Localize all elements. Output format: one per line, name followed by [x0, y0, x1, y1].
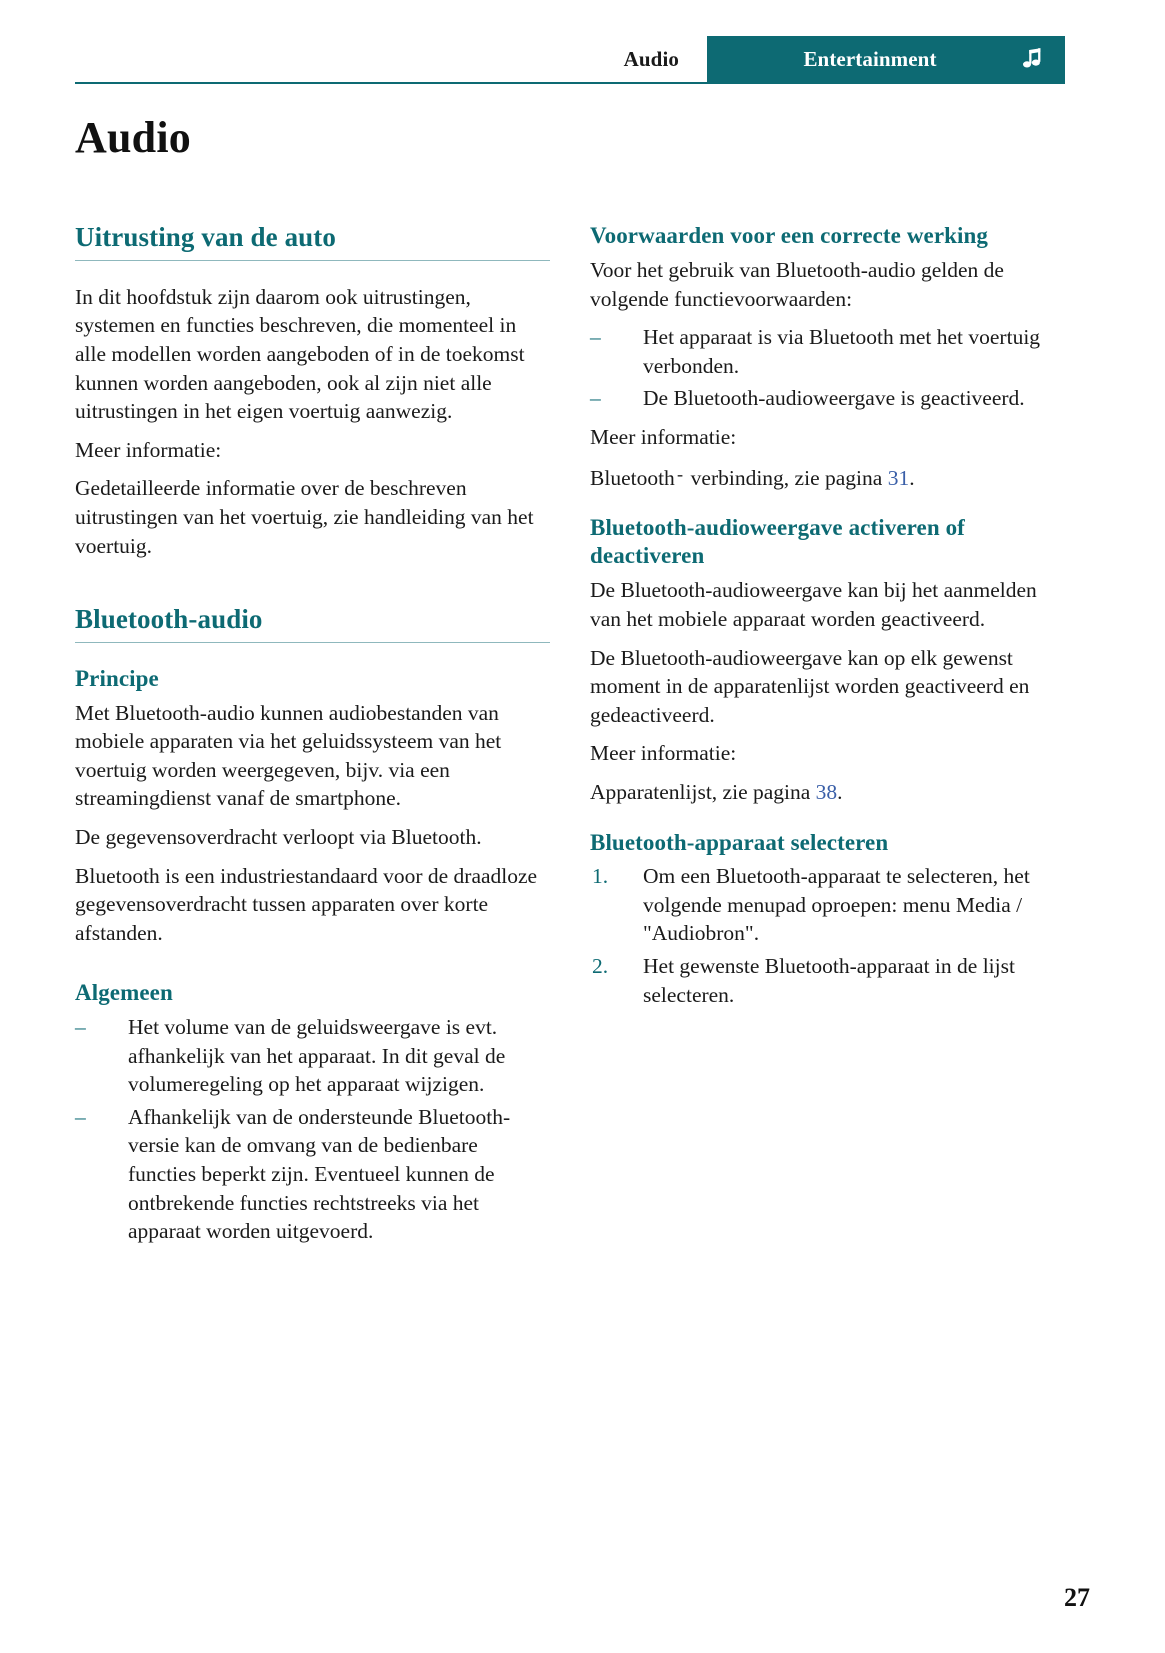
cross-reference-apparatenlijst — [590, 778, 1065, 807]
paragraph: Gedetailleerde informatie over de beschreven uitrustingen van het voertuig, zie handleiding van het voertuig. — [75, 476, 534, 558]
xref-prefix: Apparatenlijst, zie pagina — [590, 779, 816, 804]
list-item — [590, 862, 1065, 948]
cross-reference-bluetooth-verbinding — [590, 462, 1065, 493]
dash-marker: – — [75, 1104, 86, 1129]
xref-prefix: Bluetooth — [590, 465, 675, 490]
footer-page-number: 27 — [1064, 1583, 1090, 1612]
paragraph: De Bluetooth-audioweergave kan bij het aanmelden van het mobiele apparaat worden geactiveerd. — [590, 578, 1037, 631]
dash-marker: – — [590, 325, 601, 350]
heading-rule — [75, 260, 550, 261]
list-item — [590, 323, 1065, 380]
list-item-text: De Bluetooth-audioweergave is geactiveerd. — [643, 386, 1025, 411]
more-info-label: Meer informatie: — [75, 437, 222, 462]
more-info-label: Meer informatie: — [590, 425, 737, 450]
list-item-text: Het apparaat is via Bluetooth met het voertuig verbonden. — [643, 325, 1041, 378]
xref-hyphen: ‑ — [677, 463, 684, 484]
list-item-text: Het gewenste Bluetooth-apparaat in de lijst selecteren. — [643, 953, 1015, 1007]
list-item — [75, 1103, 550, 1246]
list-item — [590, 952, 1065, 1009]
list-item-text: Afhankelijk van de ondersteunde Bluetooth-versie kan de omvang van de bedienbare functies beperkt zijn. Eventueel kunnen de ontbrekende functies rechtstreeks via het apparaat worden uitgevoerd. — [128, 1104, 511, 1244]
header-section-title: Entertainment — [803, 46, 937, 71]
xref-suffix: . — [909, 465, 915, 490]
algemeen-bullet-list — [75, 1013, 550, 1246]
xref-suffix: . — [837, 779, 843, 804]
heading-principe: Principe — [75, 666, 159, 692]
step-number: 1. — [592, 864, 609, 889]
xref-middle: verbinding, zie pagina — [685, 465, 888, 490]
page-reference-link[interactable]: 31 — [887, 465, 910, 490]
paragraph: De gegevensoverdracht verloopt via Bluetooth. — [75, 825, 482, 850]
section-spacer — [75, 570, 550, 604]
section-spacer — [75, 957, 550, 979]
heading-bluetooth-audioweergave-activeren: Bluetooth-audioweergave activeren of deactiveren — [590, 515, 965, 569]
step-number: 2. — [592, 953, 609, 978]
list-item — [590, 384, 1065, 413]
header-chapter-label: Audio — [623, 46, 679, 71]
bluetooth-apparaat-steps — [590, 862, 1065, 1009]
page-reference-link[interactable]: 38 — [815, 779, 838, 804]
list-item-text: Om een Bluetooth-apparaat te selecteren, het volgende menupad oproepen: menu Media / "Audiobron". — [643, 864, 1030, 946]
page-header — [75, 36, 1065, 82]
paragraph: In dit hoofdstuk zijn daarom ook uitrustingen, systemen en functies beschreven, die momenteel in alle modellen worden aangeboden of in de toekomst kunnen worden aangeboden, ook al zijn niet alle uitrustingen in het eigen voertuig aanwezig. — [75, 284, 525, 424]
list-item-text: Het volume van de geluidsweergave is evt. afhankelijk van het apparaat. In dit geval de volumeregeling op het apparaat wijzigen. — [128, 1015, 506, 1097]
voorwaarden-bullet-list — [590, 323, 1065, 413]
heading-rule — [75, 642, 550, 643]
paragraph: De Bluetooth-audioweergave kan op elk gewenst moment in de apparatenlijst worden geactiveerd en gedeactiveerd. — [590, 645, 1030, 727]
heading-voorwaarden-correcte-werking: Voorwaarden voor een correcte werking — [590, 223, 989, 248]
list-item — [75, 1013, 550, 1099]
header-section-band — [707, 36, 1065, 82]
paragraph: Bluetooth is een industriestandaard voor de draadloze gegevensoverdracht tussen apparaten over korte afstanden. — [75, 863, 538, 945]
paragraph: Voor het gebruik van Bluetooth-audio gelden de volgende functievoorwaarden: — [590, 258, 1004, 311]
right-column — [590, 222, 1065, 1256]
paragraph: Met Bluetooth-audio kunnen audiobestanden van mobiele apparaten via het geluidssysteem van het voertuig worden weergegeven, bijv. via een streamingdienst vanaf de smartphone. — [75, 700, 502, 811]
heading-algemeen: Algemeen — [75, 980, 173, 1006]
section-spacer — [590, 502, 1065, 514]
header-divider-rule — [75, 82, 1065, 84]
heading-bluetooth-audio: Bluetooth-audio — [75, 604, 263, 635]
left-column — [75, 222, 550, 1256]
more-info-label: Meer informatie: — [590, 741, 737, 766]
page-title: Audio — [75, 113, 191, 162]
section-spacer — [590, 817, 1065, 829]
dash-marker: – — [590, 386, 601, 411]
heading-bluetooth-apparaat-selecteren: Bluetooth-apparaat selecteren — [590, 829, 889, 855]
music-note-icon — [1015, 46, 1049, 72]
heading-uitrusting-van-de-auto: Uitrusting van de auto — [75, 222, 336, 252]
content-columns — [75, 222, 1065, 1256]
dash-marker: – — [75, 1015, 86, 1039]
